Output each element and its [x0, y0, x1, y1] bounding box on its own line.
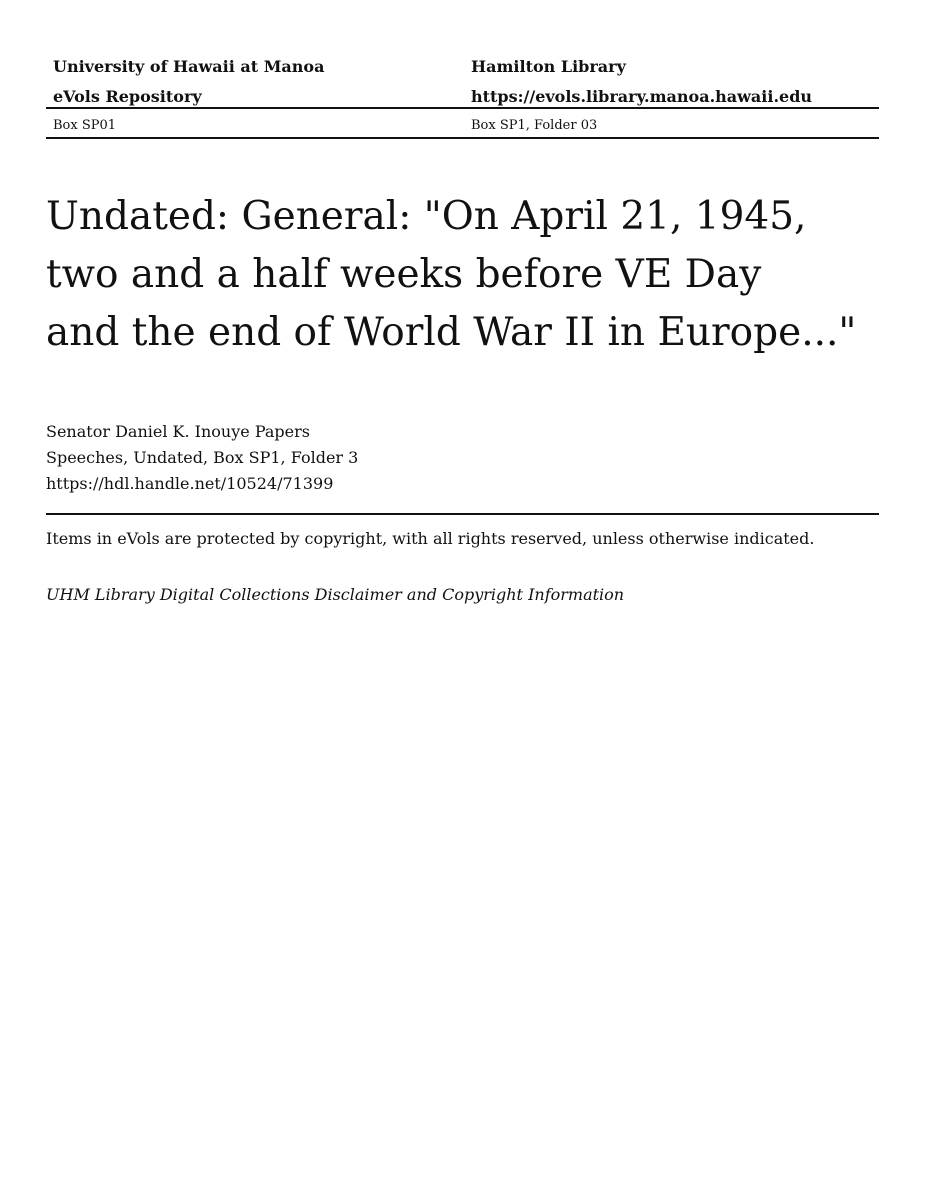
metadata-block	[46, 419, 358, 497]
document-page	[46, 0, 879, 1200]
institution-name: University of Hawaii at Manoa	[53, 57, 325, 76]
header-right-column	[471, 52, 812, 112]
library-name: Hamilton Library	[471, 57, 626, 76]
title-line: and the end of World War II in Europe..."	[46, 310, 857, 355]
disclaimer-link[interactable]: UHM Library Digital Collections Disclaimer and Copyright Information	[46, 585, 625, 604]
title-line: two and a half weeks before VE Day	[46, 252, 762, 297]
repository-name: eVols Repository	[53, 87, 202, 106]
handle-link[interactable]: https://hdl.handle.net/10524/71399	[46, 474, 334, 493]
collection-location: Speeches, Undated, Box SP1, Folder 3	[46, 448, 359, 467]
header-divider-bottom	[46, 137, 879, 139]
title-line: Undated: General: "On April 21, 1945,	[46, 194, 807, 239]
document-title	[46, 188, 879, 362]
footer-divider	[46, 513, 879, 515]
rights-statement: Items in eVols are protected by copyright, with all rights reserved, unless otherwise indicated.	[46, 529, 815, 548]
repository-url: https://evols.library.manoa.hawaii.edu	[471, 87, 813, 106]
header-divider-top	[46, 107, 879, 109]
collection-name: Senator Daniel K. Inouye Papers	[46, 422, 310, 441]
box-folder-label: Box SP1, Folder 03	[471, 118, 598, 133]
box-label: Box SP01	[53, 118, 117, 133]
header-left-column	[53, 52, 324, 112]
